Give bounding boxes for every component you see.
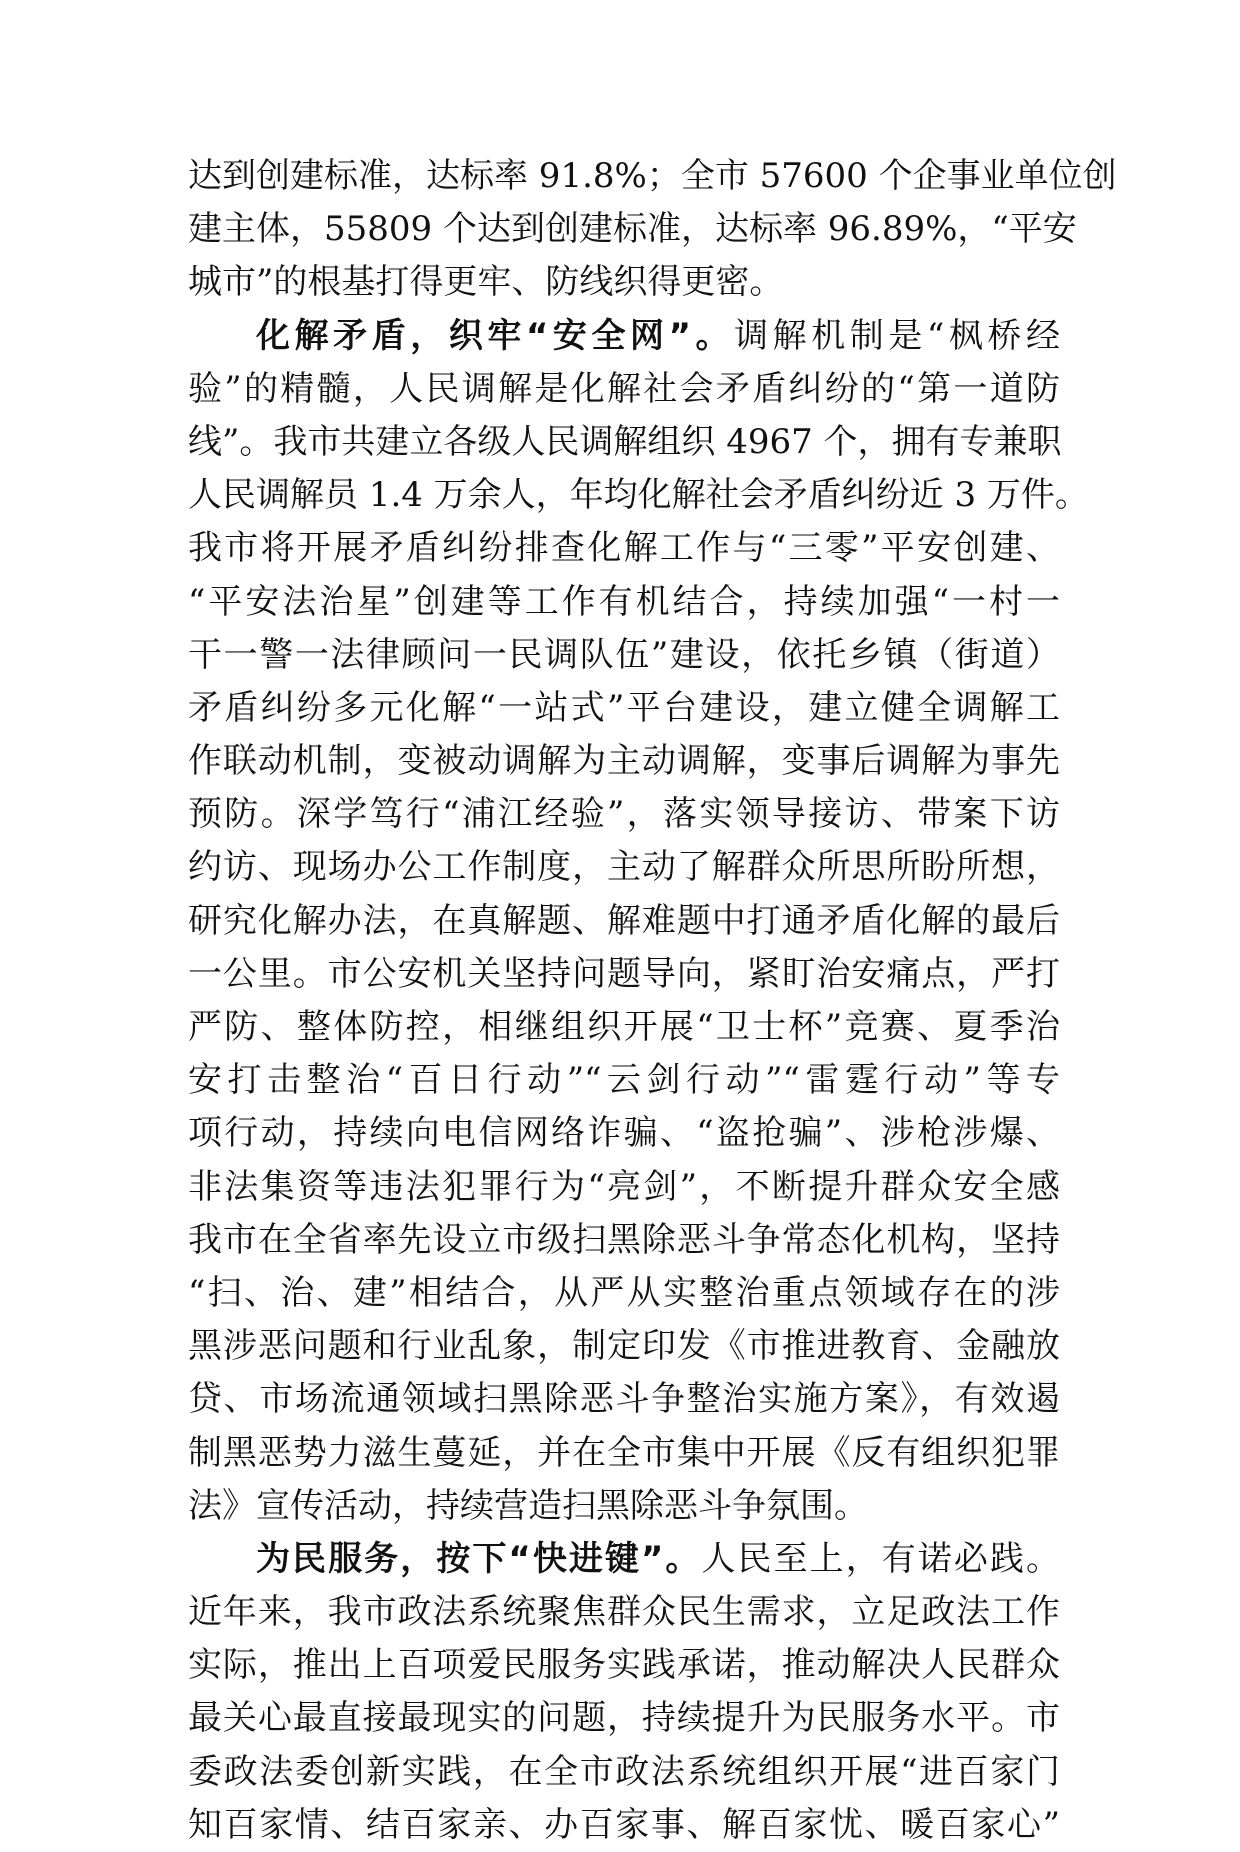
paragraph <box>188 1533 1060 1852</box>
text-line: 黑涉恶问题和行业乱象，制定印发《市推进教育、金融放 <box>188 1326 1060 1367</box>
text-line: 矛盾纠纷多元化解“一站式”平台建设，建立健全调解工 <box>188 687 1060 728</box>
text-line: 城市”的根基打得更牢、防线织得更密。 <box>188 262 784 303</box>
text-line: 一公里。市公安机关坚持问题导向，紧盯治安痛点，严打 <box>188 953 1060 994</box>
text-line: 线”。我市共建立各级人民调解组织 4967 个，拥有专兼职 <box>188 421 1062 462</box>
text-line: “扫、治、建”相结合，从严从实整治重点领域存在的涉 <box>188 1272 1060 1313</box>
paragraph <box>188 150 1117 310</box>
text-line: 研究化解办法，在真解题、解难题中打通矛盾化解的最后 <box>188 900 1060 941</box>
text-line: 干一警一法律顾问一民调队伍”建设，依托乡镇（街道） <box>188 634 1060 675</box>
text-line: 严防、整体防控，相继组织开展“卫士杯”竞赛、夏季治 <box>188 1007 1060 1047</box>
text-line <box>188 310 1060 363</box>
text-line: 最关心最直接最现实的问题，持续提升为民服务水平。市 <box>188 1698 1060 1739</box>
text-line: 约访、现场办公工作制度，主动了解群众所思所盼所想， <box>188 847 1060 888</box>
text-line: 法》宣传活动，持续营造扫黑除恶斗争氛围。 <box>188 1485 868 1526</box>
text-line: 安打击整治“百日行动”“云剑行动”“雷霆行动”等专 <box>188 1060 1060 1101</box>
text-line: 人民调解员 1.4 万余人，年均化解社会矛盾纠纷近 3 万件。 <box>188 475 1089 516</box>
text-line: 委政法委创新实践，在全市政法系统组织开展“进百家门 <box>188 1751 1060 1792</box>
text-line: 预防。深学笃行“浦江经验”，落实领导接访、带案下访 <box>188 794 1060 835</box>
text-line <box>188 1533 1060 1586</box>
text-line: 知百家情、结百家亲、办百家事、解百家忧、暖百家心” <box>188 1804 1060 1845</box>
text-line: 贷、市场流通领域扫黑除恶斗争整治实施方案》，有效遏 <box>188 1379 1060 1420</box>
section-heading: 为民服务，按下“快进键”。 <box>256 1538 702 1579</box>
document-page <box>188 150 1117 1852</box>
text-line: 近年来，我市政法系统聚焦群众民生需求，立足政法工作 <box>188 1592 1060 1633</box>
text-line: 达到创建标准，达标率 91.8%；全市 57600 个企事业单位创 <box>188 156 1117 196</box>
text-line: 我市将开展矛盾纠纷排查化解工作与“三零”平安创建、 <box>188 528 1060 569</box>
text-run: 人民至上，有诺必践。 <box>701 1538 1060 1579</box>
text-line: 实际，推出上百项爱民服务实践承诺，推动解决人民群众 <box>188 1645 1060 1686</box>
text-line: 制黑恶势力滋生蔓延，并在全市集中开展《反有组织犯罪 <box>188 1432 1060 1473</box>
text-line: 作联动机制，变被动调解为主动调解，变事后调解为事先 <box>188 741 1060 782</box>
text-line: 建主体，55809 个达到创建标准，达标率 96.89%，“平安 <box>188 209 1077 250</box>
section-heading: 化解矛盾，织牢“安全网”。 <box>256 315 735 356</box>
text-line: 我市在全省率先设立市级扫黑除恶斗争常态化机构，坚持 <box>188 1219 1060 1260</box>
paragraph <box>188 310 1089 1533</box>
text-line: 项行动，持续向电信网络诈骗、“盗抢骗”、涉枪涉爆、 <box>188 1113 1060 1154</box>
text-run: 调解机制是“枫桥经 <box>734 315 1060 356</box>
text-line: “平安法治星”创建等工作有机结合，持续加强“一村一 <box>188 581 1060 622</box>
text-line: 验”的精髓，人民调解是化解社会矛盾纠纷的“第一道防 <box>188 368 1060 409</box>
text-line: 非法集资等违法犯罪行为“亮剑”，不断提升群众安全感 <box>188 1166 1060 1207</box>
